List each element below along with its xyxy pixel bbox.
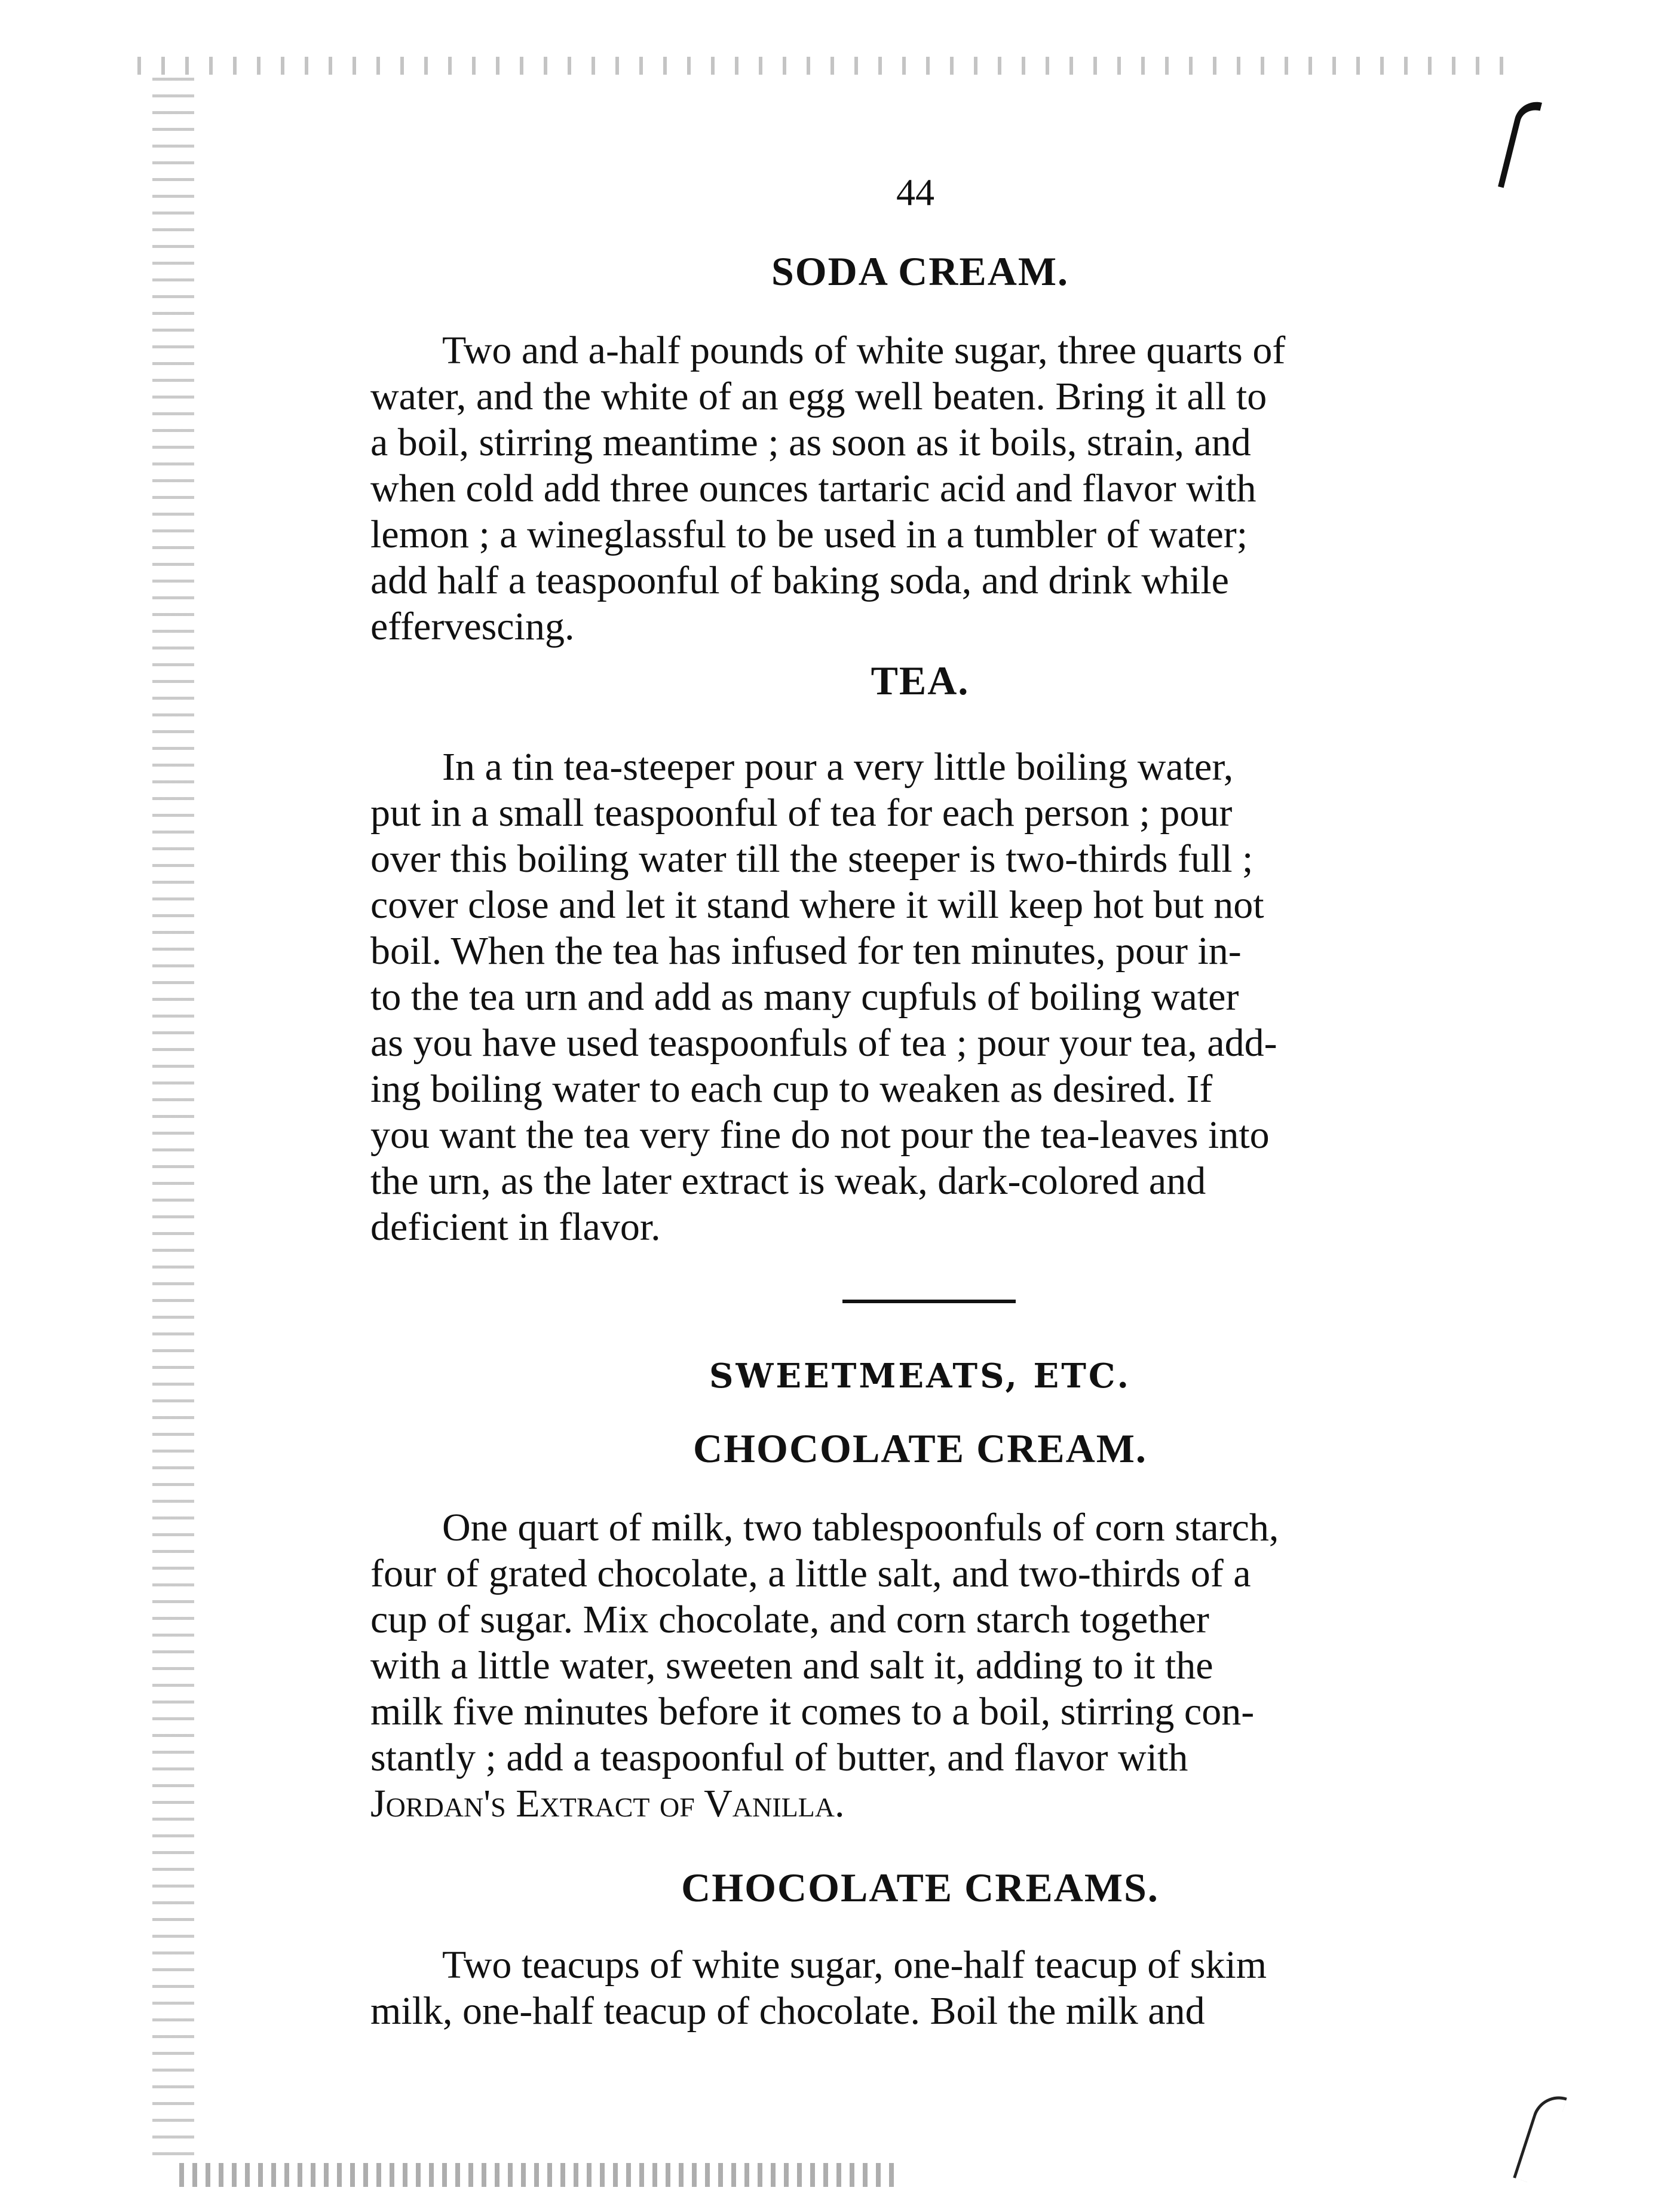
chocolate-creams-body (370, 1942, 1470, 2034)
scan-edge-bottom (179, 2163, 896, 2187)
text-line: effervescing. (370, 605, 575, 648)
text-line: stantly ; add a teaspoonful of butter, and flavor with (370, 1736, 1188, 1779)
text-line: Two and a-half pounds of white sugar, three quarts of (442, 329, 1286, 372)
text-line: ing boiling water to each cup to weaken as desired. If (370, 1067, 1213, 1111)
text-line-closing: Jordan's Extract of Vanilla. (370, 1782, 845, 1825)
text-line: with a little water, sweeten and salt it, adding to it the (370, 1644, 1213, 1687)
text-line: Two teacups of white sugar, one-half teacup of skim (442, 1943, 1267, 1987)
text-line: cover close and let it stand where it will keep hot but not (370, 883, 1264, 927)
scan-edge-left (152, 78, 194, 2169)
section-divider (842, 1300, 1016, 1303)
page-number: 44 (896, 171, 934, 213)
text-line: the urn, as the later extract is weak, dark-colored and (370, 1159, 1206, 1203)
tea-body (370, 744, 1470, 1250)
text-line: add half a teaspoonful of baking soda, and drink while (370, 559, 1229, 602)
text-line: four of grated chocolate, a little salt, and two-thirds of a (370, 1552, 1251, 1595)
text-line: to the tea urn and add as many cupfuls of boiling water (370, 975, 1239, 1019)
text-line: put in a small teaspoonful of tea for each person ; pour (370, 791, 1233, 835)
text-line: boil. When the tea has infused for ten minutes, pour in- (370, 929, 1242, 973)
text-line: lemon ; a wineglassful to be used in a tumbler of water; (370, 513, 1248, 556)
text-line: deficient in flavor. (370, 1205, 661, 1249)
chocolate-cream-body (370, 1505, 1470, 1827)
text-line: as you have used teaspoonfuls of tea ; pour your tea, add- (370, 1021, 1277, 1065)
text-line: water, and the white of an egg well beaten. Bring it all to (370, 375, 1267, 418)
section-title-chocolate-creams: CHOCOLATE CREAMS. (681, 1865, 1159, 1910)
section-title-chocolate-cream: CHOCOLATE CREAM. (693, 1426, 1147, 1471)
text-line: you want the tea very fine do not pour the tea-leaves into (370, 1113, 1270, 1157)
text-line: cup of sugar. Mix chocolate, and corn starch together (370, 1598, 1209, 1641)
section-title-soda-cream: SODA CREAM. (771, 249, 1069, 294)
text-line: over this boiling water till the steeper is two-thirds full ; (370, 837, 1254, 881)
scan-edge-top (137, 57, 1512, 75)
text-line: milk five minutes before it comes to a boil, stirring con- (370, 1690, 1255, 1733)
section-title-sweetmeats: SWEETMEATS, ETC. (709, 1356, 1131, 1396)
soda-cream-body (370, 327, 1470, 649)
corner-mark-bottom (1513, 2090, 1567, 2186)
text-line: a boil, stirring meantime ; as soon as it boils, strain, and (370, 421, 1251, 464)
text-line: when cold add three ounces tartaric acid and flavor with (370, 467, 1256, 510)
text-line: In a tin tea-steeper pour a very little boiling water, (442, 745, 1234, 789)
corner-mark-top (1498, 97, 1542, 192)
text-line: One quart of milk, two tablespoonfuls of corn starch, (442, 1506, 1279, 1549)
text-line: milk, one-half teacup of chocolate. Boil the milk and (370, 1989, 1205, 2033)
section-title-tea: TEA. (871, 658, 970, 703)
